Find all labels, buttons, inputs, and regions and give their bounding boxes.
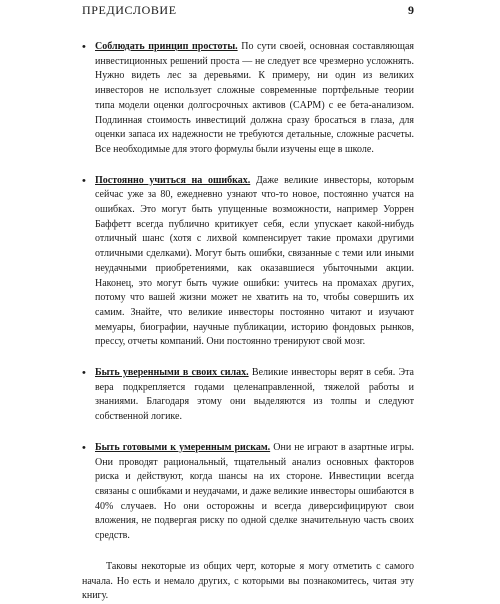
running-header [82, 3, 414, 19]
list-item-text [95, 366, 414, 425]
list-item [82, 40, 414, 158]
page-number: 9 [408, 3, 414, 17]
item-body: Великие инвесторы верят в себя. Эта вера подкрепляется годами целенаправленной, тяжелой работы и знаниями. Благодаря этому они выделяются из толпы и следуют собственной логике. [95, 367, 414, 423]
list-item-text [95, 441, 414, 544]
item-body: Даже великие инвесторы, которым сейчас уже за 80, ежедневно узнают что-то новое, постоянно учатся на ошибках. Это могут быть упущенные возможности, например Уоррен Баффетт всегда публично критикует себя, если упускает какой-нибудь отличный шанс (хотя с лихвой компенсирует такие промахи другими отличными сделками). Могут быть ошибки, связанные с теми или иными неудачными приобретениями, как оказавшиеся убыточными акции. Наконец, это могут быть чужие ошибки: учитесь на промахах других, потому что вашей жизни может не хватить на то, чтобы совершить их самим. Знайте, что великие инвесторы постоянно читают и изучают мемуары, биографии, научные публикации, историю фондовых рынков, прессу, отчеты компаний. Они постоянно тренируют свой мозг. [95, 174, 414, 348]
chapter-title: ПРЕДИСЛОВИЕ [82, 3, 177, 17]
item-lead: Постоянно учиться на ошибках. [95, 174, 251, 186]
item-lead: Быть готовыми к умеренным рискам. [95, 441, 271, 453]
bullet-icon: • [82, 441, 86, 454]
list-item-text [95, 40, 414, 158]
item-lead: Быть уверенными в своих силах. [95, 367, 249, 379]
list-item [82, 441, 414, 544]
item-body: По сути своей, основная составляющая инвестиционных решений проста — не следует все чрезмерно усложнять. Нужно видеть лес за деревьями. К примеру, ни один из великих инвесторов не использует сложные современные портфельные теории типа модели оценки долгосрочных активов (CAPM) с ее бета-анализом. Подлинная стоимость инвестиций должна сразу бросаться в глаза, для оценки запаса их надежности не требуются детальные, сложные расчеты. Все необходимые для этого формулы были изучены еще в школе. [95, 41, 414, 155]
bullet-icon: • [82, 367, 86, 380]
list-item [82, 366, 414, 425]
page-body [82, 40, 414, 604]
list-item [82, 174, 414, 350]
item-body: Они не играют в азартные игры. Они проводят рациональный, тщательный анализ основных факторов риска и действуют, когда шансы на их стороне. Инвестиции всегда связаны с ошибками и неудачами, и даже великие инвесторы ошибаются в 40% случаев. Но они осторожны и всегда диверсифицируют свои вложения, не подвергая риску по одной сделке значительную часть своих средств. [95, 441, 414, 542]
bullet-icon: • [82, 41, 86, 53]
bullet-icon: • [82, 174, 86, 187]
list-item-text [95, 174, 414, 350]
closing-paragraph: Таковы некоторые из общих черт, которые я могу отметить с самого начала. Но есть и немало других, с которыми вы познакомитесь, читая эту книгу. [82, 560, 414, 602]
item-lead: Соблюдать принцип простоты. [95, 41, 238, 52]
